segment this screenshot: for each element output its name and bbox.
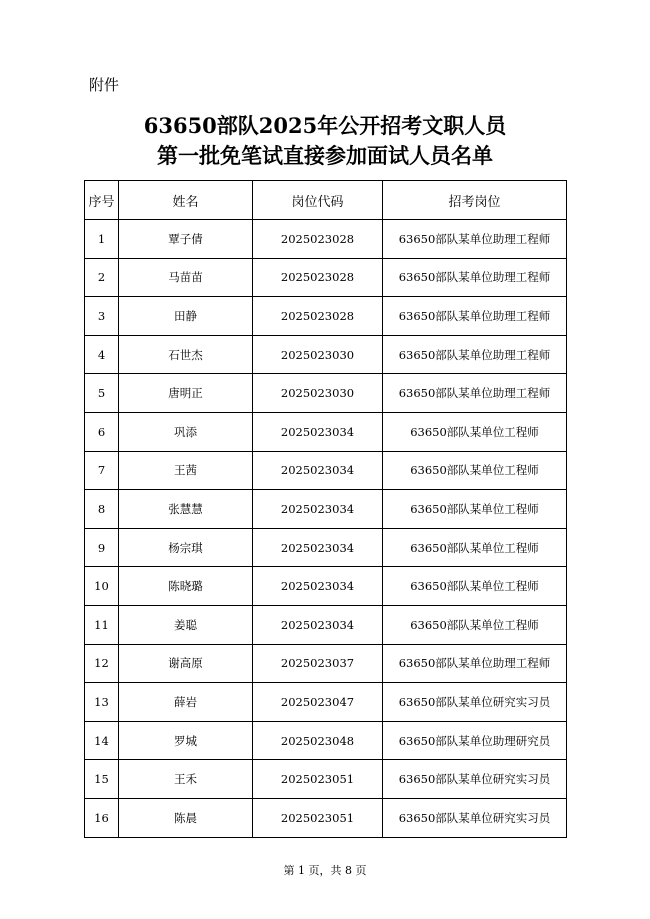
- cell-no: 8: [85, 490, 119, 529]
- cell-post: 63650部队某单位助理工程师: [383, 644, 567, 683]
- cell-code: 2025023034: [253, 528, 383, 567]
- cell-name: 王禾: [119, 760, 253, 799]
- cell-no: 14: [85, 721, 119, 760]
- cell-name: 杨宗琪: [119, 528, 253, 567]
- cell-name: 田静: [119, 297, 253, 336]
- table-row: [85, 258, 567, 297]
- table-row: [85, 644, 567, 683]
- cell-code: 2025023028: [253, 258, 383, 297]
- table-row: [85, 683, 567, 722]
- header-no: 序号: [85, 181, 119, 220]
- cell-post: 63650部队某单位工程师: [383, 605, 567, 644]
- table-row: [85, 412, 567, 451]
- cell-code: 2025023034: [253, 412, 383, 451]
- cell-post: 63650部队某单位工程师: [383, 528, 567, 567]
- cell-no: 9: [85, 528, 119, 567]
- cell-name: 马苗苗: [119, 258, 253, 297]
- cell-code: 2025023028: [253, 220, 383, 259]
- cell-no: 15: [85, 760, 119, 799]
- cell-post: 63650部队某单位助理工程师: [383, 335, 567, 374]
- table-row: [85, 374, 567, 413]
- cell-post: 63650部队某单位工程师: [383, 412, 567, 451]
- table-row: [85, 220, 567, 259]
- cell-post: 63650部队某单位工程师: [383, 490, 567, 529]
- cell-post: 63650部队某单位助理工程师: [383, 258, 567, 297]
- cell-post: 63650部队某单位助理工程师: [383, 374, 567, 413]
- cell-name: 张慧慧: [119, 490, 253, 529]
- header-post: 招考岗位: [383, 181, 567, 220]
- cell-code: 2025023030: [253, 374, 383, 413]
- cell-no: 7: [85, 451, 119, 490]
- cell-post: 63650部队某单位研究实习员: [383, 798, 567, 837]
- cell-no: 10: [85, 567, 119, 606]
- cell-no: 4: [85, 335, 119, 374]
- cell-name: 薛岩: [119, 683, 253, 722]
- cell-name: 巩添: [119, 412, 253, 451]
- cell-name: 王茜: [119, 451, 253, 490]
- cell-no: 1: [85, 220, 119, 259]
- cell-no: 3: [85, 297, 119, 336]
- candidate-table: [84, 180, 567, 838]
- cell-no: 16: [85, 798, 119, 837]
- cell-post: 63650部队某单位研究实习员: [383, 760, 567, 799]
- cell-name: 石世杰: [119, 335, 253, 374]
- cell-post: 63650部队某单位助理工程师: [383, 220, 567, 259]
- page-footer: 第 1 页，共 8 页: [283, 864, 367, 877]
- cell-no: 2: [85, 258, 119, 297]
- cell-post: 63650部队某单位研究实习员: [383, 683, 567, 722]
- table-row: [85, 760, 567, 799]
- cell-code: 2025023034: [253, 605, 383, 644]
- table-row: [85, 567, 567, 606]
- cell-name: 唐明正: [119, 374, 253, 413]
- cell-no: 11: [85, 605, 119, 644]
- table-row: [85, 490, 567, 529]
- cell-name: 谢高原: [119, 644, 253, 683]
- cell-no: 6: [85, 412, 119, 451]
- cell-code: 2025023047: [253, 683, 383, 722]
- cell-code: 2025023034: [253, 490, 383, 529]
- cell-code: 2025023048: [253, 721, 383, 760]
- document-title-line2: 第一批免笔试直接参加面试人员名单: [157, 143, 493, 168]
- table-row: [85, 451, 567, 490]
- table-body: [85, 220, 567, 838]
- cell-code: 2025023051: [253, 760, 383, 799]
- cell-no: 5: [85, 374, 119, 413]
- table-row: [85, 605, 567, 644]
- cell-code: 2025023034: [253, 567, 383, 606]
- table-row: [85, 798, 567, 837]
- cell-name: 姜聪: [119, 605, 253, 644]
- cell-post: 63650部队某单位工程师: [383, 567, 567, 606]
- cell-name: 陈晓璐: [119, 567, 253, 606]
- document-title-line1: 63650部队2025年公开招考文职人员: [143, 113, 507, 138]
- cell-post: 63650部队某单位助理工程师: [383, 297, 567, 336]
- cell-code: 2025023034: [253, 451, 383, 490]
- table-header-row: [85, 181, 567, 220]
- cell-post: 63650部队某单位助理研究员: [383, 721, 567, 760]
- cell-code: 2025023030: [253, 335, 383, 374]
- cell-name: 罗城: [119, 721, 253, 760]
- cell-no: 13: [85, 683, 119, 722]
- cell-no: 12: [85, 644, 119, 683]
- header-name: 姓名: [119, 181, 253, 220]
- header-code: 岗位代码: [253, 181, 383, 220]
- table-row: [85, 335, 567, 374]
- cell-code: 2025023037: [253, 644, 383, 683]
- table-row: [85, 528, 567, 567]
- attachment-label: 附件: [89, 76, 120, 94]
- table-row: [85, 721, 567, 760]
- cell-post: 63650部队某单位工程师: [383, 451, 567, 490]
- cell-name: 覃子倩: [119, 220, 253, 259]
- table-row: [85, 297, 567, 336]
- cell-code: 2025023051: [253, 798, 383, 837]
- cell-name: 陈晨: [119, 798, 253, 837]
- cell-code: 2025023028: [253, 297, 383, 336]
